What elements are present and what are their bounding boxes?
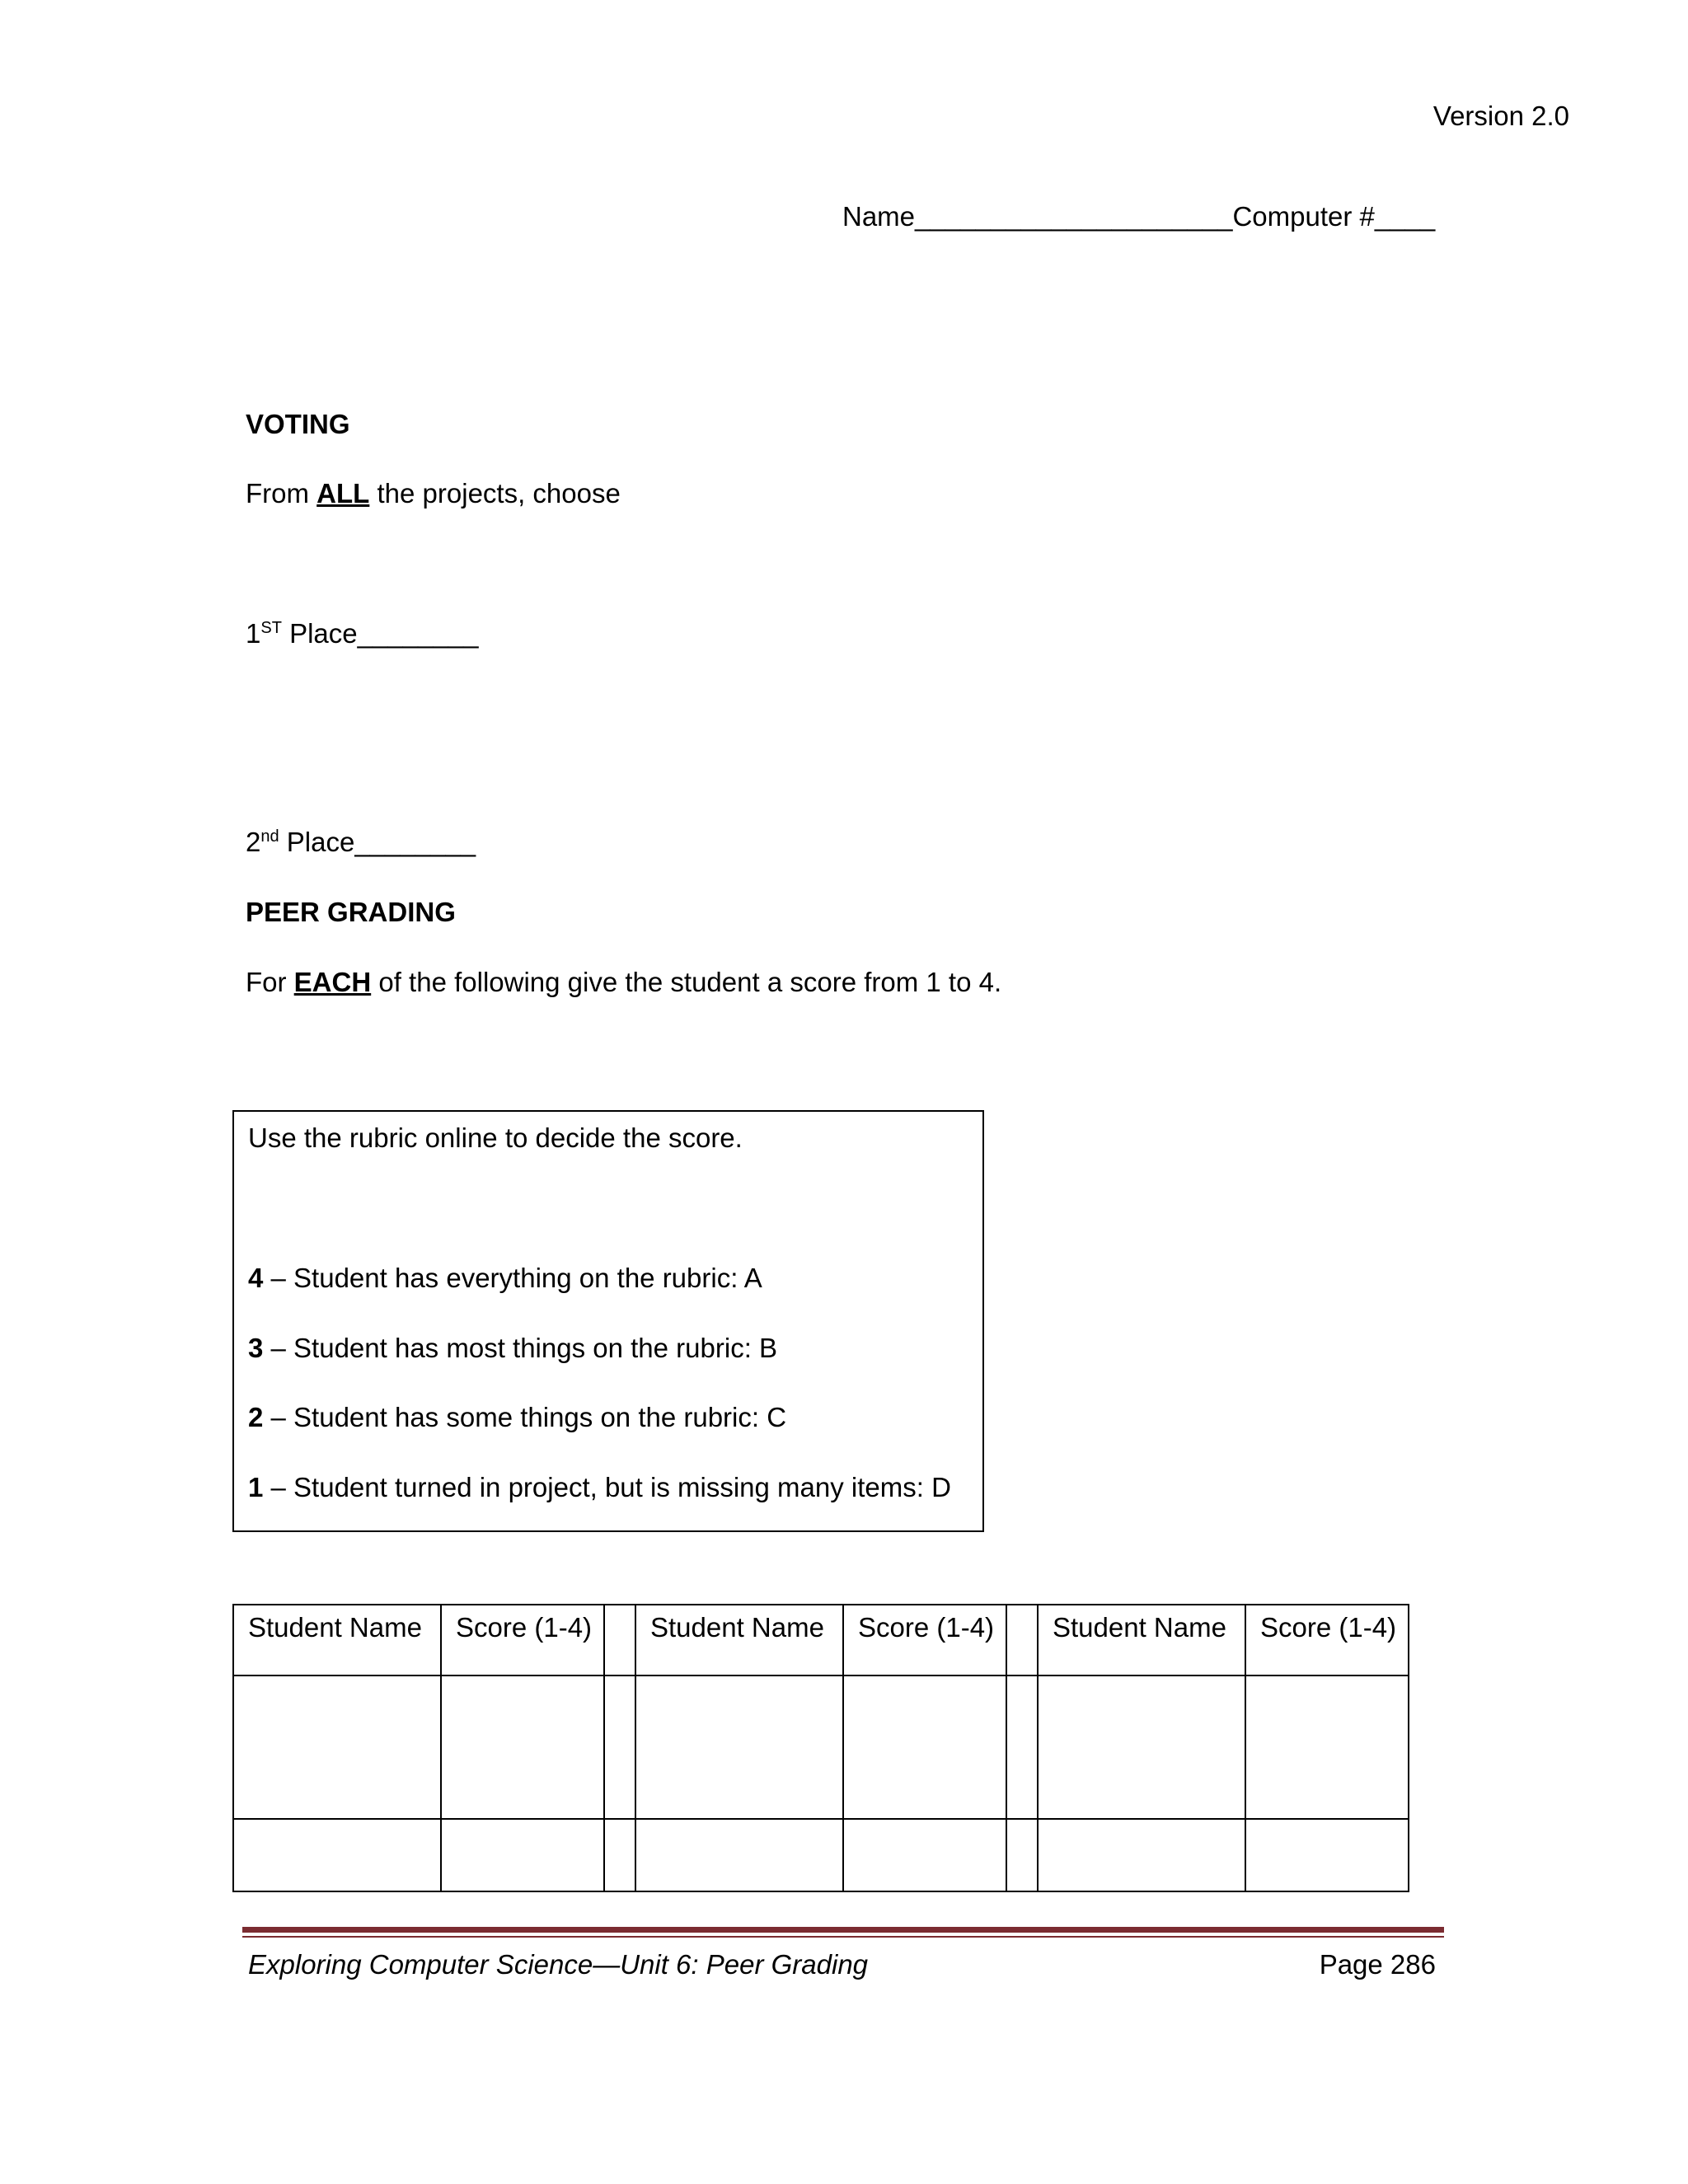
score-header: Score (1-4) <box>1245 1605 1409 1675</box>
rubric-item <box>248 1474 951 1501</box>
voting-instruction-emphasis: ALL <box>316 478 370 509</box>
peer-grading-instruction-pre: For <box>246 967 294 997</box>
spacer-cell <box>604 1675 635 1819</box>
rubric-intro: Use the rubric online to decide the score. <box>248 1122 743 1153</box>
voting-instruction-post: the projects, choose <box>369 478 621 509</box>
score-header: Score (1-4) <box>441 1605 604 1675</box>
second-place-field <box>246 828 476 855</box>
rubric-score: 1 <box>248 1472 264 1502</box>
spacer-cell <box>604 1819 635 1891</box>
student-name-header: Student Name <box>233 1605 441 1675</box>
rubric-item <box>248 1404 786 1431</box>
first-place-suffix: ST <box>260 619 282 637</box>
peer-grading-instruction-post: of the following give the student a score from 1 to 4. <box>371 967 1002 997</box>
first-place-field <box>246 620 478 647</box>
voting-instruction <box>246 480 621 507</box>
name-computer-field: Name_____________________Computer #____ <box>842 201 1436 232</box>
peer-grading-table <box>232 1604 1409 1892</box>
spacer-cell <box>604 1605 635 1675</box>
student-name-cell[interactable] <box>635 1819 843 1891</box>
score-cell[interactable] <box>1245 1819 1409 1891</box>
score-header: Score (1-4) <box>843 1605 1006 1675</box>
second-place-suffix: nd <box>260 827 279 846</box>
rubric-score: 3 <box>248 1333 264 1363</box>
rubric-description: – Student has everything on the rubric: A <box>263 1263 762 1293</box>
peer-grading-heading: PEER GRADING <box>246 897 456 927</box>
student-name-cell[interactable] <box>635 1675 843 1819</box>
student-name-header: Student Name <box>635 1605 843 1675</box>
second-place-label: Place________ <box>279 827 476 857</box>
rubric-item <box>248 1264 762 1291</box>
rubric-score: 2 <box>248 1402 264 1432</box>
first-place-label: Place________ <box>281 618 479 649</box>
table-row <box>233 1675 1409 1819</box>
spacer-cell <box>1006 1605 1038 1675</box>
student-name-cell[interactable] <box>233 1675 441 1819</box>
score-cell[interactable] <box>441 1819 604 1891</box>
second-place-number: 2 <box>246 827 261 857</box>
score-cell[interactable] <box>843 1675 1006 1819</box>
footer-rule <box>242 1927 1444 1933</box>
student-name-cell[interactable] <box>1038 1819 1245 1891</box>
page-number: Page 286 <box>1319 1949 1436 1980</box>
score-cell[interactable] <box>441 1675 604 1819</box>
footer-title: Exploring Computer Science—Unit 6: Peer Grading <box>248 1949 869 1980</box>
voting-instruction-pre: From <box>246 478 317 509</box>
table-row <box>233 1819 1409 1891</box>
voting-heading: VOTING <box>246 409 350 439</box>
version-label: Version 2.0 <box>1432 101 1569 131</box>
rubric-box <box>232 1110 984 1532</box>
student-name-header: Student Name <box>1038 1605 1245 1675</box>
peer-grading-instruction-emphasis: EACH <box>293 967 372 997</box>
rubric-description: – Student turned in project, but is missing many items: D <box>263 1472 951 1502</box>
table-header-row <box>233 1605 1409 1675</box>
rubric-description: – Student has some things on the rubric: C <box>263 1402 787 1432</box>
rubric-item <box>248 1334 777 1361</box>
student-name-cell[interactable] <box>233 1819 441 1891</box>
score-cell[interactable] <box>843 1819 1006 1891</box>
student-name-cell[interactable] <box>1038 1675 1245 1819</box>
score-cell[interactable] <box>1245 1675 1409 1819</box>
first-place-number: 1 <box>246 618 261 649</box>
peer-grading-instruction <box>246 968 1001 996</box>
spacer-cell <box>1006 1675 1038 1819</box>
spacer-cell <box>1006 1819 1038 1891</box>
rubric-score: 4 <box>248 1263 264 1293</box>
rubric-description: – Student has most things on the rubric: B <box>263 1333 778 1363</box>
footer-rule-thin <box>242 1936 1444 1938</box>
